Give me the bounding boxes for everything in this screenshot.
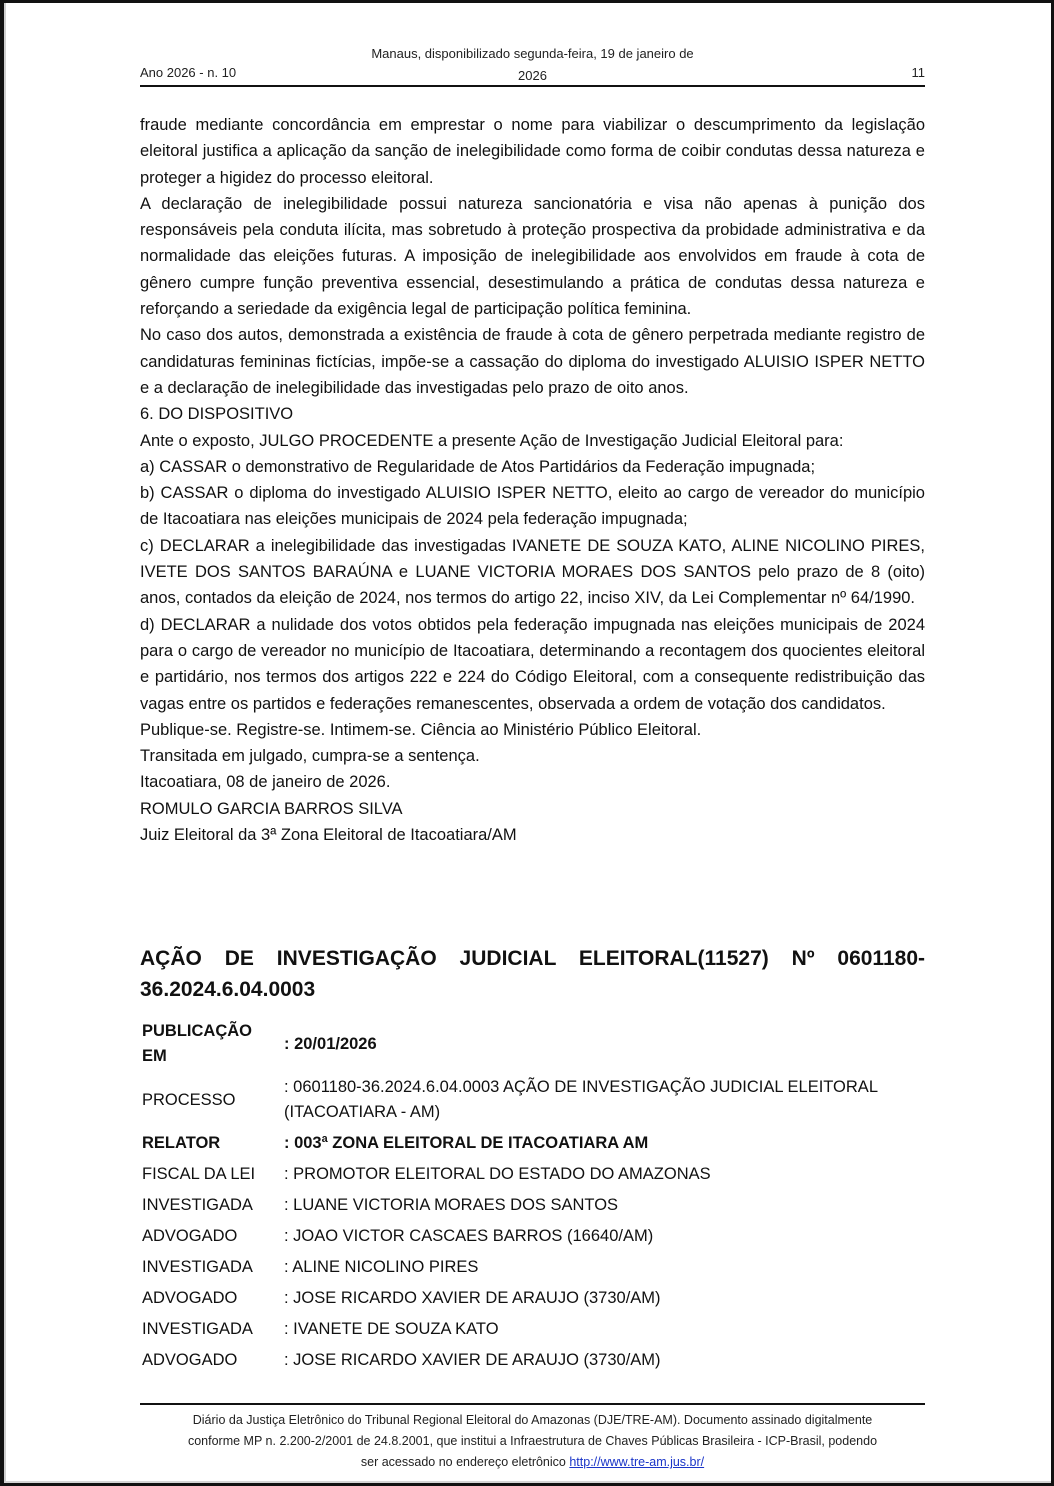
issue-number: Ano 2026 - n. 10 [140,65,237,80]
section-heading: 6. DO DISPOSITIVO [140,405,294,424]
publication-date-line1: Manaus, disponibilizado segunda-feira, 19 de janeiro de [371,46,694,61]
publication-date-line2: 2026 [518,68,547,83]
metadata-value: : 003ª ZONA ELEITORAL DE ITACOATIARA AM [284,1134,649,1152]
metadata-row [140,1016,925,1072]
paragraph: A declaração de inelegibilidade possui natureza sancionatória e visa não apenas à punição dos responsáveis pela conduta ilícita, mas sobretudo à proteção prospectiva da probidade administrativa e da normalidade das eleições futuras. A imposição de inelegibilidade aos envolvidos em fraude à cota de gênero cumpre função preventiva essencial, desestimulando a prática de condutas dessa natureza e reforçando a seriedade da exigência legal de participação política feminina. [140,194,925,319]
paragraph: Ante o exposto, JULGO PROCEDENTE a presente Ação de Investigação Judicial Eleitoral para: [140,431,844,450]
metadata-label: RELATOR [142,1134,221,1152]
metadata-value: : ALINE NICOLINO PIRES [284,1258,479,1276]
metadata-value: : PROMOTOR ELEITORAL DO ESTADO DO AMAZONAS [284,1165,711,1183]
metadata-label: ADVOGADO [142,1289,238,1307]
metadata-value: : IVANETE DE SOUZA KATO [284,1320,499,1338]
decision-body [140,112,925,848]
metadata-row [140,1072,925,1128]
tre-am-website-link[interactable]: http://www.tre-am.jus.br/ [569,1455,705,1469]
metadata-label: FISCAL DA LEI [142,1165,256,1183]
metadata-row [140,1190,925,1221]
publication-date [140,43,925,87]
metadata-label: PROCESSO [142,1090,236,1109]
metadata-label: INVESTIGADA [142,1320,253,1338]
metadata-label: ADVOGADO [142,1351,238,1369]
judge-name: ROMULO GARCIA BARROS SILVA [140,799,403,818]
document-page [4,3,1051,1483]
metadata-value: : JOSE RICARDO XAVIER DE ARAUJO (3730/AM) [284,1289,661,1307]
metadata-row [140,1221,925,1252]
paragraph: Transitada em julgado, cumpra-se a sentença. [140,747,480,766]
metadata-row [140,1252,925,1283]
case-title: AÇÃO DE INVESTIGAÇÃO JUDICIAL ELEITORAL(11527) Nº 0601180-36.2024.6.04.0003 [140,947,925,1001]
metadata-row [140,1345,925,1376]
metadata-row [140,1283,925,1314]
metadata-row [140,1159,925,1190]
metadata-value: : JOAO VICTOR CASCAES BARROS (16640/AM) [284,1227,654,1245]
metadata-label: INVESTIGADA [142,1258,253,1276]
metadata-value: : LUANE VICTORIA MORAES DOS SANTOS [284,1196,619,1214]
metadata-label: INVESTIGADA [142,1196,253,1214]
footer-text-line2: conforme MP n. 2.200-2/2001 de 24.8.2001, que institui a Infraestrutura de Chaves Públicas Brasileira - ICP-Brasil, podendo [187,1434,878,1448]
footer-text-line1: Diário da Justiça Eletrônico do Tribunal Regional Eleitoral do Amazonas (DJE/TRE-AM). Documento assinado digitalmente [192,1413,873,1427]
footer-text-prefix: ser acessado no endereço eletrônico [360,1455,566,1469]
metadata-value: : JOSE RICARDO XAVIER DE ARAUJO (3730/AM) [284,1351,661,1369]
metadata-value: : 20/01/2026 [284,1034,377,1053]
metadata-row [140,1128,925,1159]
case-metadata-table [140,1016,925,1376]
judge-title: Juiz Eleitoral da 3ª Zona Eleitoral de Itacoatiara/AM [140,826,517,845]
ruling-item-c: c) DECLARAR a inelegibilidade das investigadas IVANETE DE SOUZA KATO, ALINE NICOLINO PIRES, IVETE DOS SANTOS BARAÚNA e LUANE VICTORIA MORAES DOS SANTOS pelo prazo de 8 (oito) anos, contados da eleição de 2024, nos termos do artigo 22, inciso XIV, da Lei Complementar nº 64/1990. [140,536,925,608]
page-footer [140,1403,925,1473]
ruling-item-d: d) DECLARAR a nulidade dos votos obtidos pela federação impugnada nas eleições municipais de 2024 para o cargo de vereador no município de Itacoatiara, determinando a recontagem dos quocientes eleitoral e partidário, nos termos dos artigos 222 e 224 do Código Eleitoral, com a consequente redistribuição das vagas entre os partidos e federações remanescentes, observada a ordem de votação dos candidatos. [140,615,925,713]
paragraph: No caso dos autos, demonstrada a existência de fraude à cota de gênero perpetrada mediante registro de candidaturas femininas fictícias, impõe-se a cassação do diploma do investigado ALUISIO ISPER NETTO e a declaração de inelegibilidade das investigadas pelo prazo de oito anos. [140,326,925,397]
page-number: 11 [911,65,925,80]
signature-date: Itacoatiara, 08 de janeiro de 2026. [140,773,391,792]
metadata-label: PUBLICAÇÃO EM [142,1022,252,1065]
metadata-label: ADVOGADO [142,1227,238,1245]
footer-text-line3 [140,1452,925,1473]
metadata-row [140,1314,925,1345]
paragraph: Publique-se. Registre-se. Intimem-se. Ciência ao Ministério Público Eleitoral. [140,720,702,739]
ruling-item-a: a) CASSAR o demonstrativo de Regularidade de Atos Partidários da Federação impugnada; [140,457,816,476]
ruling-item-b: b) CASSAR o diploma do investigado ALUISIO ISPER NETTO, eleito ao cargo de vereador do município de Itacoatiara nas eleições municipais de 2024 pela federação impugnada; [140,484,925,529]
metadata-value: : 0601180-36.2024.6.04.0003 AÇÃO DE INVESTIGAÇÃO JUDICIAL ELEITORAL (ITACOATIARA - AM) [284,1078,878,1121]
paragraph: fraude mediante concordância em emprestar o nome para viabilizar o descumprimento da legislação eleitoral justifica a aplicação da sanção de inelegibilidade como forma de coibir condutas dessa natureza e proteger a higidez do processo eleitoral. [140,116,925,187]
page-header [140,43,925,87]
